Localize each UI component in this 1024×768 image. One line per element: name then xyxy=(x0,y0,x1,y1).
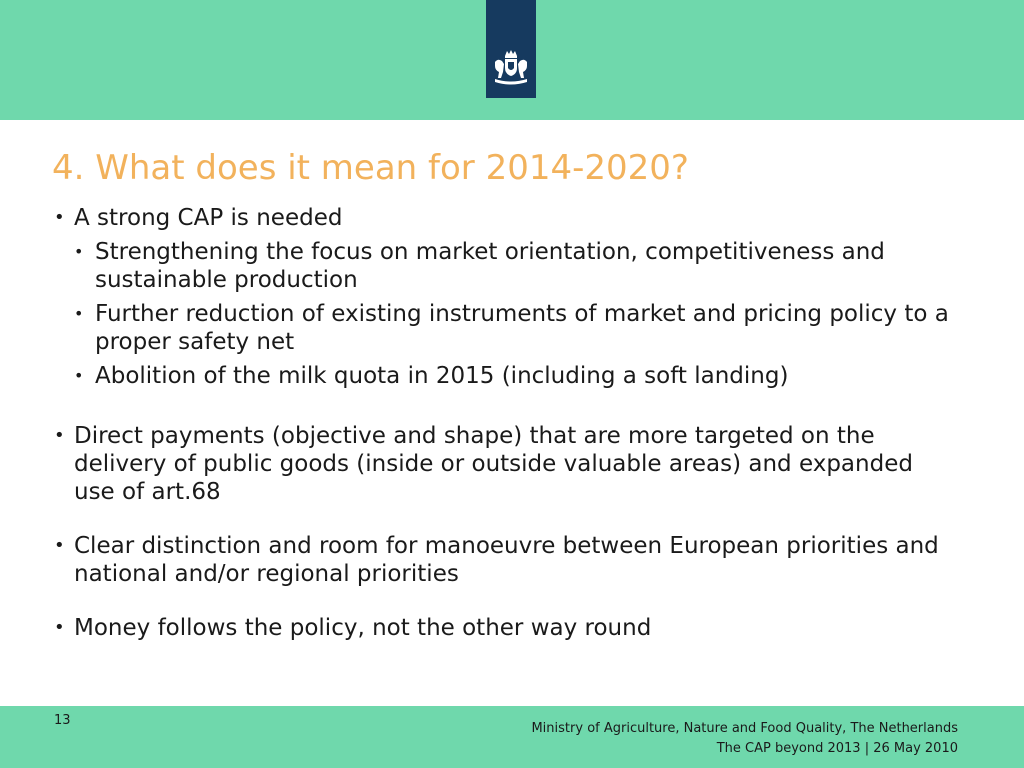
slide-title: 4. What does it mean for 2014-2020? xyxy=(52,148,689,188)
bullet-marker: • xyxy=(54,425,65,446)
bullet-item xyxy=(52,532,952,588)
government-logo xyxy=(486,0,536,98)
sub-bullet-marker: • xyxy=(74,366,84,385)
spacer xyxy=(52,588,952,614)
sub-bullet-marker: • xyxy=(74,304,84,323)
page-number: 13 xyxy=(54,713,71,728)
sub-bullet-item xyxy=(52,300,952,356)
spacer xyxy=(52,396,952,422)
slide-content xyxy=(52,204,952,642)
footer-text xyxy=(531,719,958,759)
bullet-item xyxy=(52,422,952,506)
bullet-text: Money follows the policy, not the other way round xyxy=(74,615,652,641)
sub-bullet-item xyxy=(52,362,952,390)
bullet-text: Direct payments (objective and shape) that are more targeted on the delivery of public goods (inside or outside valuable areas) and expanded use of art.68 xyxy=(74,423,913,505)
bullet-item xyxy=(52,204,952,232)
coat-of-arms-icon xyxy=(489,48,533,88)
sub-bullet-text: Abolition of the milk quota in 2015 (including a soft landing) xyxy=(95,363,789,389)
sub-bullet-marker: • xyxy=(74,242,84,261)
sub-bullet-text: Strengthening the focus on market orientation, competitiveness and sustainable production xyxy=(95,239,885,293)
sub-bullet-text: Further reduction of existing instruments of market and pricing policy to a proper safety net xyxy=(95,301,949,355)
bullet-marker: • xyxy=(54,535,65,556)
footer-organization: Ministry of Agriculture, Nature and Food Quality, The Netherlands xyxy=(531,721,958,736)
sub-bullet-item xyxy=(52,238,952,294)
sub-bullet-list xyxy=(52,238,952,390)
spacer xyxy=(52,506,952,532)
bullet-text: A strong CAP is needed xyxy=(74,205,343,231)
bullet-marker: • xyxy=(54,207,65,228)
bullet-item xyxy=(52,614,952,642)
bullet-marker: • xyxy=(54,617,65,638)
bullet-text: Clear distinction and room for manoeuvre between European priorities and national and/or regional priorities xyxy=(74,533,939,587)
footer-event: The CAP beyond 2013 | 26 May 2010 xyxy=(716,741,958,756)
